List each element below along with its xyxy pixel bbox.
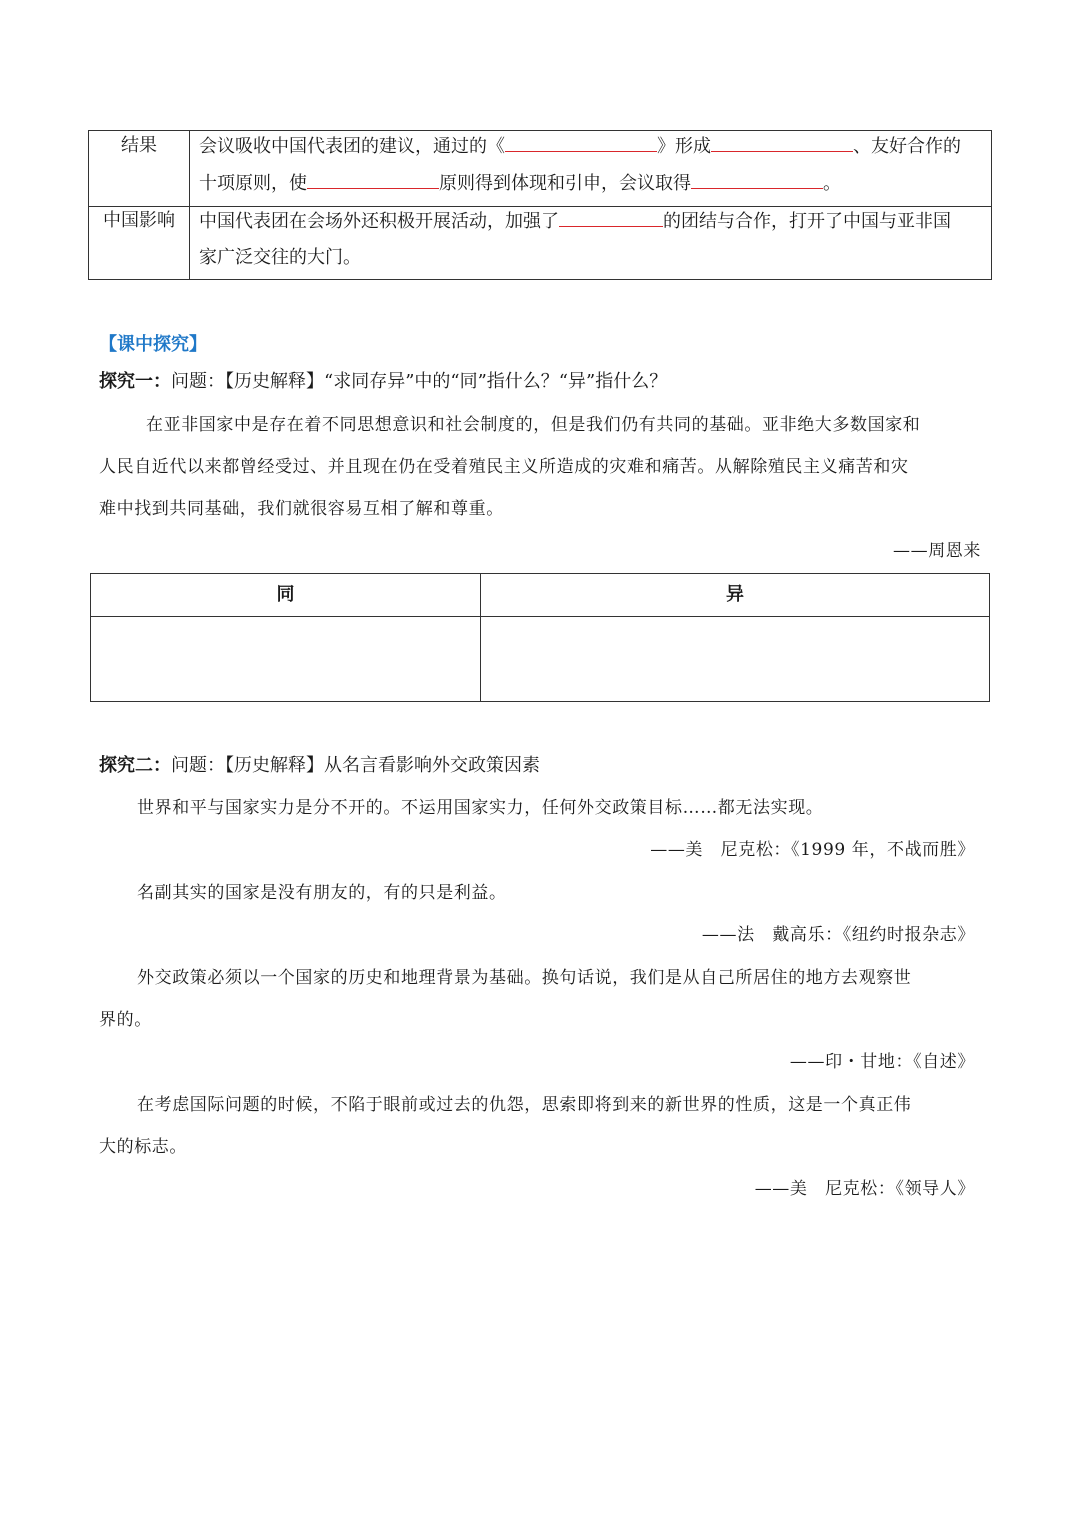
table-divider (89, 206, 991, 207)
explore1-quote-line: 人民自近代以来都曾经受过、并且现在仍在受着殖民主义所造成的灾难和痛苦。从解除殖民主义痛苦和灾 (99, 457, 909, 477)
row-result-line1: 会议吸收中国代表团的建议，通过的《 》形成 、友好合作的 (199, 136, 961, 157)
section-title: 【课中探究】 (99, 334, 207, 355)
compare-header-same: 同 (276, 584, 295, 605)
row-label-china-influence: 中国影响 (103, 210, 175, 231)
fill-blank[interactable] (307, 174, 439, 189)
quote-text: 世界和平与国家实力是分不开的。不运用国家实力，任何外交政策目标……都无法实现。 (137, 798, 824, 818)
row-influence-line1: 中国代表团在会场外还积极开展活动，加强了 的团结与合作，打开了中国与亚非国 (199, 211, 951, 232)
row-label-result: 结果 (121, 135, 157, 156)
row-influence-line2: 家广泛交往的大门。 (199, 247, 361, 268)
explore1-source: ——周恩来 (893, 541, 981, 561)
table-divider (189, 131, 190, 279)
answer-cell-different[interactable] (481, 617, 989, 701)
explore1-question: 探究一：问题：【历史解释】“求同存异”中的“同”指什么？“异”指什么？ (99, 371, 668, 392)
quote-source: ——美 尼克松：《领导人》 (754, 1179, 975, 1199)
row-result-line2: 十项原则，使 原则得到体现和引申，会议取得 。 (199, 173, 841, 194)
quote-text: 外交政策必须以一个国家的历史和地理背景为基础。换句话说，我们是从自己所居住的地方去观察世 (137, 968, 912, 988)
fill-blank[interactable] (559, 212, 663, 227)
fill-blank[interactable] (711, 137, 853, 152)
explore2-question: 探究二：问题：【历史解释】从名言看影响外交政策因素 (99, 755, 540, 776)
quote-source: ——美 尼克松：《1999 年，不战而胜》 (650, 840, 975, 860)
explore1-quote-line: 难中找到共同基础，我们就很容易互相了解和尊重。 (99, 499, 504, 519)
quote-source: ——法 戴高乐：《纽约时报杂志》 (701, 925, 975, 945)
fill-blank[interactable] (691, 174, 823, 189)
quote-text: 名副其实的国家是没有朋友的，有的只是利益。 (137, 883, 507, 903)
quote-text: 界的。 (99, 1010, 152, 1030)
fill-blank[interactable] (505, 137, 657, 152)
compare-header-different: 异 (726, 584, 744, 605)
compare-table (90, 573, 990, 702)
result-table (88, 130, 992, 280)
quote-text: 在考虑国际问题的时候，不陷于眼前或过去的仇怨，思索即将到来的新世界的性质，这是一个真正伟 (137, 1095, 912, 1115)
quote-text: 大的标志。 (99, 1137, 187, 1157)
answer-cell-same[interactable] (91, 617, 480, 701)
quote-source: ——印・甘地：《自述》 (789, 1052, 975, 1072)
explore1-quote-line: 在亚非国家中是存在着不同思想意识和社会制度的，但是我们仍有共同的基础。亚非绝大多数国家和 (146, 415, 921, 435)
